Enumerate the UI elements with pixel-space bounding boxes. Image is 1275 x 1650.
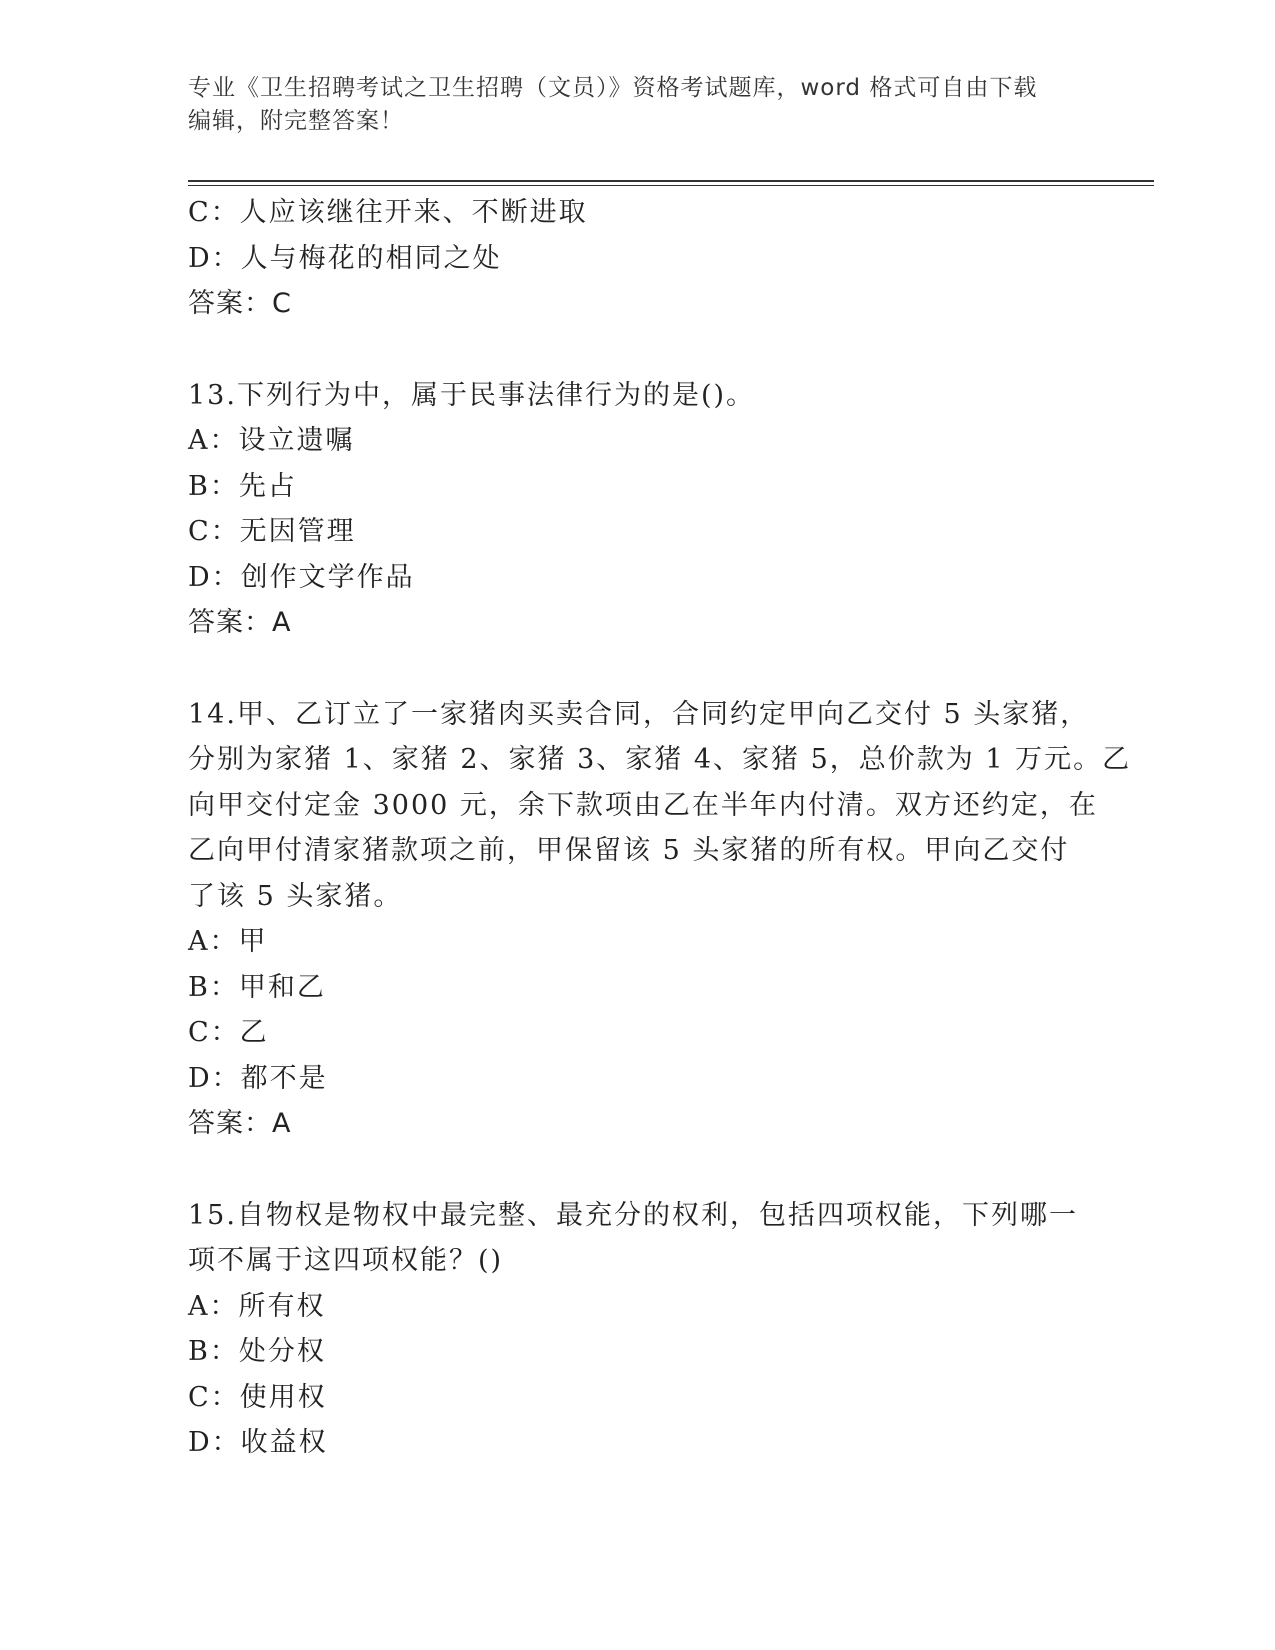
question-14 xyxy=(188,692,1132,1147)
question-stem: 13.下列行为中，属于民事法律行为的是()。 xyxy=(188,379,756,411)
question-stem-line: 向甲交付定金 3000 元，余下款项由乙在半年内付清。双方还约定，在 xyxy=(188,789,1098,821)
option-d: D：人与梅花的相同之处 xyxy=(188,242,502,274)
option-c: C：使用权 xyxy=(188,1381,327,1413)
header-divider-thick xyxy=(188,180,1154,182)
question-stem-line: 项不属于这四项权能？() xyxy=(188,1245,504,1276)
question-stem-line: 了该 5 头家猪。 xyxy=(188,880,403,912)
question-stem-line: 15.自物权是物权中最完整、最充分的权利，包括四项权能，下列哪一 xyxy=(188,1199,1078,1231)
option-b: B：先占 xyxy=(188,470,297,502)
prev-question-block xyxy=(188,190,1088,327)
question-15 xyxy=(188,1193,1088,1466)
option-d: D：都不是 xyxy=(188,1062,328,1094)
question-stem-line: 14.甲、乙订立了一家猪肉买卖合同，合同约定甲向乙交付 5 头家猪， xyxy=(188,698,1090,730)
option-a: A：所有权 xyxy=(188,1290,326,1322)
document-body xyxy=(188,190,1132,1466)
question-13 xyxy=(188,373,1088,646)
option-d: D：创作文学作品 xyxy=(188,561,415,593)
option-b: B：处分权 xyxy=(188,1336,326,1367)
option-c: C：无因管理 xyxy=(188,516,356,547)
option-a: A：设立遗嘱 xyxy=(188,425,355,456)
header-line-2: 编辑，附完整答案！ xyxy=(188,108,404,134)
spacer xyxy=(188,1147,1088,1193)
question-stem-line: 乙向甲付清家猪款项之前，甲保留该 5 头家猪的所有权。甲向乙交付 xyxy=(188,835,1070,866)
answer-line: 答案：A xyxy=(188,607,292,638)
answer-line: 答案：A xyxy=(188,1108,292,1139)
page-header xyxy=(188,72,1088,138)
option-c: C：乙 xyxy=(188,1017,269,1048)
spacer xyxy=(188,646,1088,692)
option-d: D：收益权 xyxy=(188,1427,328,1458)
question-stem-line: 分别为家猪 1、家猪 2、家猪 3、家猪 4、家猪 5，总价款为 1 万元。乙 xyxy=(188,744,1132,775)
spacer xyxy=(188,327,1088,373)
answer-line: 答案：C xyxy=(188,288,292,319)
option-b: B：甲和乙 xyxy=(188,971,326,1003)
header-divider-thin xyxy=(188,185,1154,186)
header-line-1: 专业《卫生招聘考试之卫生招聘（文员）》资格考试题库，word 格式可自由下载 xyxy=(188,75,1038,101)
option-c: C：人应该继往开来、不断进取 xyxy=(188,197,588,228)
option-a: A：甲 xyxy=(188,926,268,957)
